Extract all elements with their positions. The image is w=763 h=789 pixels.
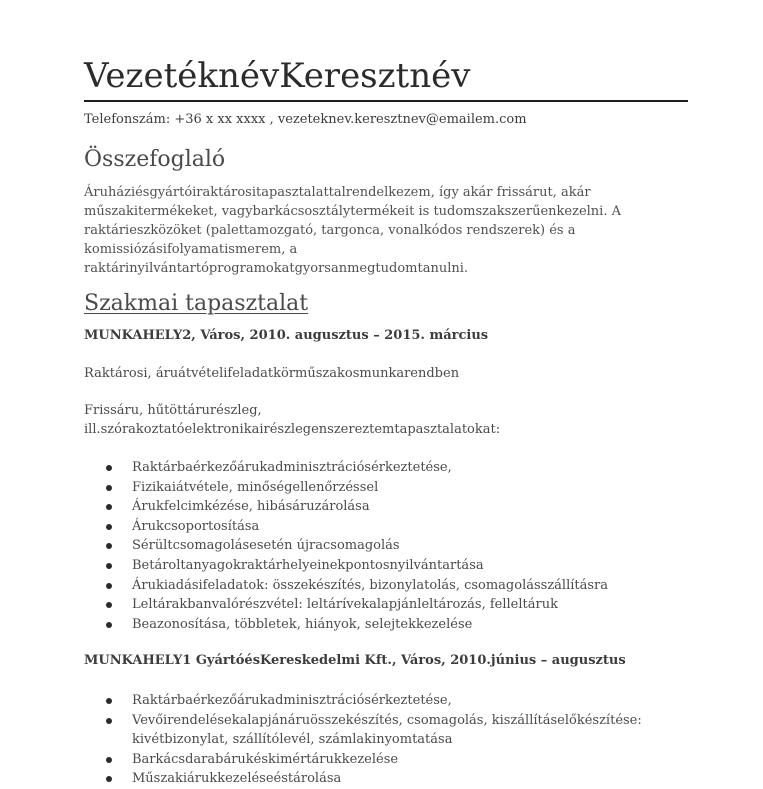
list-item-line: Vevőirendelésekalapjánáruösszekészítés, csomagolás, kiszállításelőkészítése: <box>132 712 642 728</box>
list-item: Raktárbaérkezőárukadminisztrációsérkeztetése, <box>84 691 684 711</box>
list-item: Raktárbaérkezőárukadminisztrációsérkeztetése, <box>84 458 684 478</box>
list-item: Sérültcsomagolásesetén újracsomagolás <box>84 536 684 556</box>
summary-line: raktárinyilvántartóprogramokatgyorsanmegtudomtanulni. <box>84 261 469 276</box>
job1-bullet-list <box>84 691 684 789</box>
job2-desc-line: Raktárosi, áruátvételifeladatkörműszakosmunkarendben <box>84 366 460 381</box>
list-item: Fizikaiátvétele, minőségellenőrzéssel <box>84 478 684 498</box>
experience-heading: Szakmai tapasztalat <box>84 291 309 316</box>
list-item: Árukcsoportosítása <box>84 517 684 537</box>
list-item: Árukfelcimkézése, hibásáruzárolása <box>84 497 684 517</box>
list-item: Betároltanyagokraktárhelyeinekpontosnyilvántartása <box>84 556 684 576</box>
contact-line: Telefonszám: +36 x xx xxxx , vezeteknev.keresztnev@emailem.com <box>84 112 527 127</box>
summary-line: komissiózásifolyamatismerem, a <box>84 242 298 257</box>
summary-line: raktárieszközöket (palettamozgató, targonca, vonalkódos rendszerek) és a <box>84 223 576 238</box>
job1-title: MUNKAHELY1 GyártóésKereskedelmi Kft., Város, 2010.június – augusztus <box>84 653 626 668</box>
job2-detail-line: Frissáru, hűtöttárurészleg, <box>84 403 262 418</box>
job2-detail-line: ill.szórakoztatóelektronikairészlegenszereztemtapasztalatokat: <box>84 422 501 437</box>
job2-title: MUNKAHELY2, Város, 2010. augusztus – 2015. március <box>84 328 489 343</box>
summary-line: Áruháziésgyártóiraktárositapasztalattalrendelkezem, így akár frissárut, akár <box>84 185 591 200</box>
summary-heading: Összefoglaló <box>84 147 226 172</box>
header-divider <box>84 100 688 102</box>
list-item: Leltárakbanvalórészvétel: leltárívekalapjánleltározás, felleltáruk <box>84 595 684 615</box>
list-item: Árukiadásifeladatok: összekészítés, bizonylatolás, csomagolásszállításra <box>84 576 684 596</box>
job2-description <box>84 364 459 383</box>
list-item: Beazonosítása, többletek, hiányok, selejtekkezelése <box>84 615 684 635</box>
job2-details <box>84 401 500 439</box>
list-item: Műszakiárukkezeléseéstárolása <box>84 769 684 789</box>
list-item: Barkácsdarabárukéskimértárukkezelése <box>84 750 684 770</box>
list-item <box>84 711 684 750</box>
job2-bullet-list <box>84 458 684 634</box>
list-item-line: kivétbizonylat, szállítólevél, számlakinyomtatása <box>132 732 453 748</box>
summary-paragraph <box>84 183 664 278</box>
candidate-name: VezetéknévKeresztnév <box>84 56 471 96</box>
summary-line: műszakitermékeket, vagybarkácsosztálytermékeit is tudomszakszerűenkezelni. A <box>84 204 621 219</box>
